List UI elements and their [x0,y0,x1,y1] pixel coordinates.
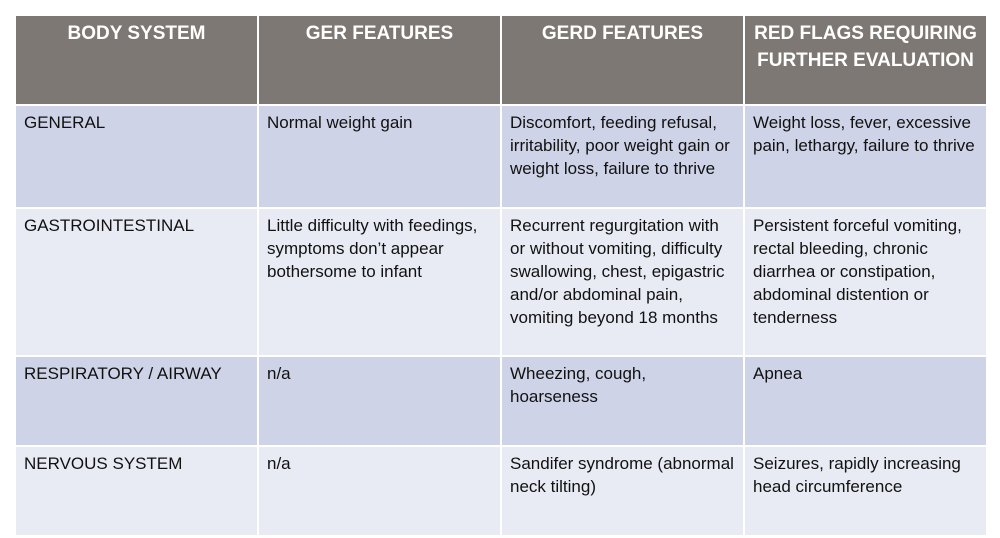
header-red-flags: RED FLAGS REQUIRING FURTHER EVALUATION [744,15,987,105]
cell-red-flags: Seizures, rapidly increasing head circumference [744,446,987,536]
cell-system: RESPIRATORY / AIRWAY [15,356,258,446]
cell-ger: n/a [258,356,501,446]
table-row [15,208,987,356]
ger-gerd-comparison-table [14,14,988,537]
cell-red-flags: Weight loss, fever, excessive pain, lethargy, failure to thrive [744,105,987,208]
cell-ger: Normal weight gain [258,105,501,208]
cell-ger: n/a [258,446,501,536]
cell-gerd: Sandifer syndrome (abnormal neck tilting) [501,446,744,536]
header-gerd-features: GERD FEATURES [501,15,744,105]
header-ger-features: GER FEATURES [258,15,501,105]
cell-gerd: Recurrent regurgitation with or without vomiting, difficulty swallowing, chest, epigastric and/or abdominal pain, vomiting beyond 18 months [501,208,744,356]
header-body-system: BODY SYSTEM [15,15,258,105]
cell-system: GENERAL [15,105,258,208]
table-row [15,356,987,446]
table-row [15,446,987,536]
header-row [15,15,987,105]
cell-red-flags: Persistent forceful vomiting, rectal bleeding, chronic diarrhea or constipation, abdominal distention or tenderness [744,208,987,356]
cell-system: NERVOUS SYSTEM [15,446,258,536]
table-row [15,105,987,208]
comparison-table-container [14,14,986,537]
cell-gerd: Wheezing, cough, hoarseness [501,356,744,446]
cell-system: GASTROINTESTINAL [15,208,258,356]
cell-ger: Little difficulty with feedings, symptoms don’t appear bothersome to infant [258,208,501,356]
cell-red-flags: Apnea [744,356,987,446]
cell-gerd: Discomfort, feeding refusal, irritability, poor weight gain or weight loss, failure to thrive [501,105,744,208]
